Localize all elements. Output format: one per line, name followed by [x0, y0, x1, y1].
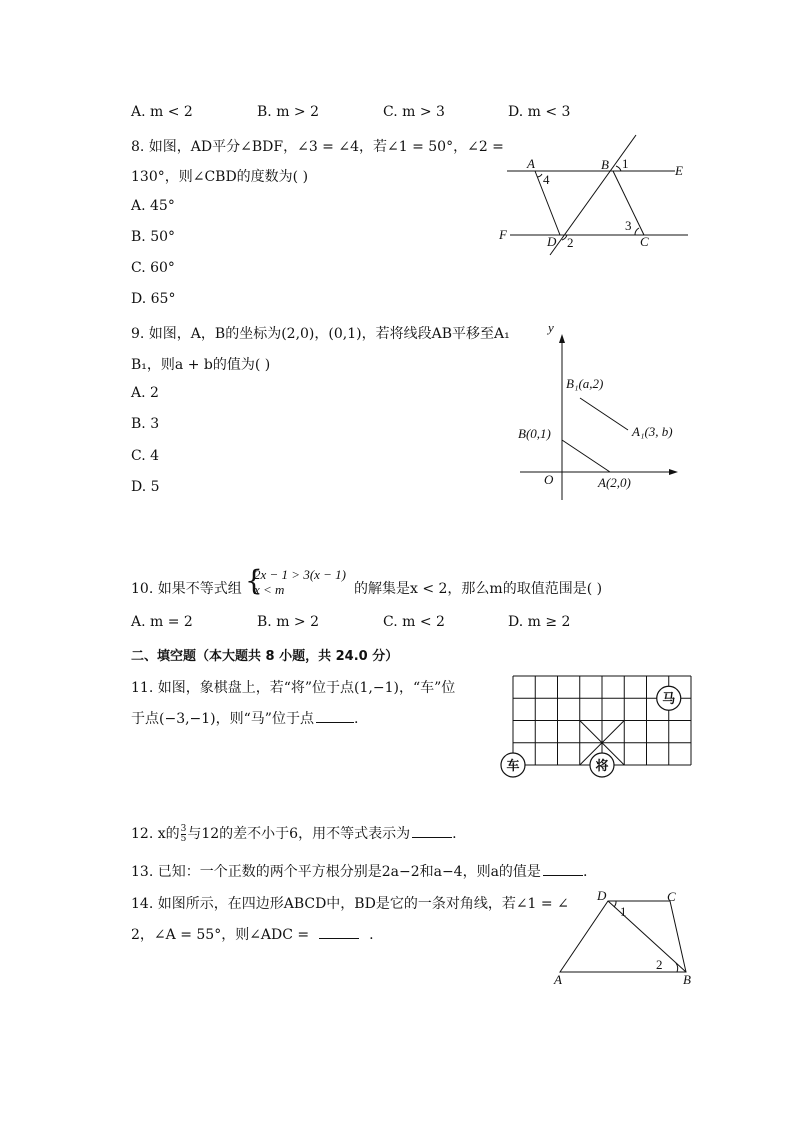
q8-text-line2: 130°，则∠CBD的度数为( ): [131, 169, 309, 185]
q11-piece-che: [501, 753, 525, 777]
q14-line2-main: 2，∠A = 55°，则∠ADC =: [131, 927, 310, 943]
q11-text-line1: 11. 如图，象棋盘上，若“将”位于点(1,−1)，“车”位: [131, 680, 456, 696]
q10-text-prefix: 10. 如果不等式组: [131, 581, 242, 597]
q13-answer-blank: [543, 861, 583, 876]
q8-label-1: 1: [622, 156, 629, 171]
q14-label-b: B: [683, 972, 691, 987]
q9-segment-ab: [562, 440, 610, 472]
q8-label-a: A: [527, 156, 535, 171]
q14-label-2: 2: [656, 957, 663, 972]
q8-label-e: E: [675, 163, 683, 178]
q7-option-b: B. m > 2: [257, 104, 320, 120]
q7-option-d: D. m < 3: [508, 104, 571, 120]
q10-text-suffix: 的解集是x < 2，那么m的取值范围是( ): [354, 581, 603, 597]
q8-option-b: B. 50°: [131, 229, 176, 245]
q9-option-a: A. 2: [131, 385, 159, 401]
q9-option-b: B. 3: [131, 416, 160, 432]
section-title-fill-in: 二、填空题（本大题共 8 小题，共 24.0 分）: [131, 649, 399, 664]
q8-figure: [495, 130, 695, 260]
q12-text: [131, 823, 457, 844]
q10-brace: {: [245, 564, 263, 597]
svg-text:车: 车: [506, 759, 520, 774]
q11-piece-ma: [657, 686, 681, 710]
q13-text: [131, 861, 587, 881]
q14-figure: [550, 888, 700, 993]
q9-text-line2: B₁，则a + b的值为( ): [131, 357, 271, 373]
q9-label-a1: A₁(3, b): [632, 424, 673, 439]
q8-label-b: B: [601, 157, 609, 172]
q10-option-b: B. m > 2: [257, 614, 320, 630]
q14-label-a: A: [554, 972, 562, 987]
q14-answer-blank: [319, 924, 359, 939]
q9-option-d: D. 5: [131, 479, 160, 495]
q8-label-d: D: [547, 234, 557, 249]
q7-option-c: C. m > 3: [383, 104, 445, 120]
q12-fraction-num: 3: [180, 823, 187, 834]
q8-text-line1: 8. 如图，AD平分∠BDF，∠3 = ∠4，若∠1 = 50°，∠2 =: [131, 139, 504, 155]
q14-label-c: C: [667, 889, 676, 904]
q13-end: .: [582, 864, 588, 880]
q9-label-y: y: [548, 320, 554, 335]
q11-answer-blank: [316, 708, 354, 723]
q8-label-3: 3: [625, 218, 632, 233]
q11-text-line2-end: .: [353, 711, 359, 727]
q13-main: 13. 已知：一个正数的两个平方根分别是2a−2和a−4，则a的值是: [131, 864, 541, 880]
q9-label-b1: B₁(a,2): [566, 376, 604, 391]
q9-segment-a1b1: [580, 398, 628, 430]
q10-option-d: D. m ≥ 2: [508, 614, 571, 630]
q9-figure: [510, 318, 700, 508]
q8-option-a: A. 45°: [131, 198, 175, 214]
q9-text-line1: 9. 如图，A，B的坐标为(2,0)，(0,1)，若将线段AB平移至A₁: [131, 326, 510, 342]
q8-label-2: 2: [567, 235, 574, 250]
q8-option-d: D. 65°: [131, 291, 176, 307]
q11-chessboard: [497, 675, 697, 785]
q14-text-line2: [131, 924, 374, 944]
q10-system-line1: 2x − 1 > 3(x − 1): [254, 567, 347, 582]
q8-label-f: F: [499, 227, 507, 242]
q11-piece-jiang: [590, 753, 614, 777]
q11-text-line2: [131, 708, 358, 728]
q10-option-c: C. m < 2: [383, 614, 445, 630]
q12-fraction-den: 5: [180, 833, 187, 844]
q12-answer-blank: [412, 823, 452, 838]
q14-text-line1: 14. 如图所示，在四边形ABCD中，BD是它的一条对角线，若∠1 = ∠: [131, 896, 569, 912]
svg-text:马: 马: [662, 692, 676, 707]
q14-label-1: 1: [620, 904, 627, 919]
q8-label-4: 4: [543, 172, 550, 187]
svg-text:将: 将: [595, 759, 609, 774]
q12-prefix: 12. x的: [131, 826, 180, 842]
q8-option-c: C. 60°: [131, 260, 175, 276]
q12-end: .: [452, 826, 457, 842]
q12-suffix: 与12的差不小于6，用不等式表示为: [187, 826, 411, 842]
q8-line-db: [550, 135, 636, 255]
q14-end: .: [369, 927, 374, 943]
q10-system-line2: x < m: [254, 582, 285, 597]
q10-option-a: A. m = 2: [131, 614, 193, 630]
q14-label-d: D: [597, 888, 607, 903]
q12-fraction: [181, 825, 187, 844]
q7-option-a: A. m < 2: [131, 104, 193, 120]
q8-label-c: C: [640, 234, 649, 249]
q9-label-a: A(2,0): [598, 475, 631, 490]
q9-option-c: C. 4: [131, 448, 160, 464]
q9-label-b: B(0,1): [518, 426, 551, 441]
q9-label-o: O: [544, 472, 554, 487]
q11-text-line2-main: 于点(−3,−1)，则“马”位于点: [131, 711, 314, 727]
